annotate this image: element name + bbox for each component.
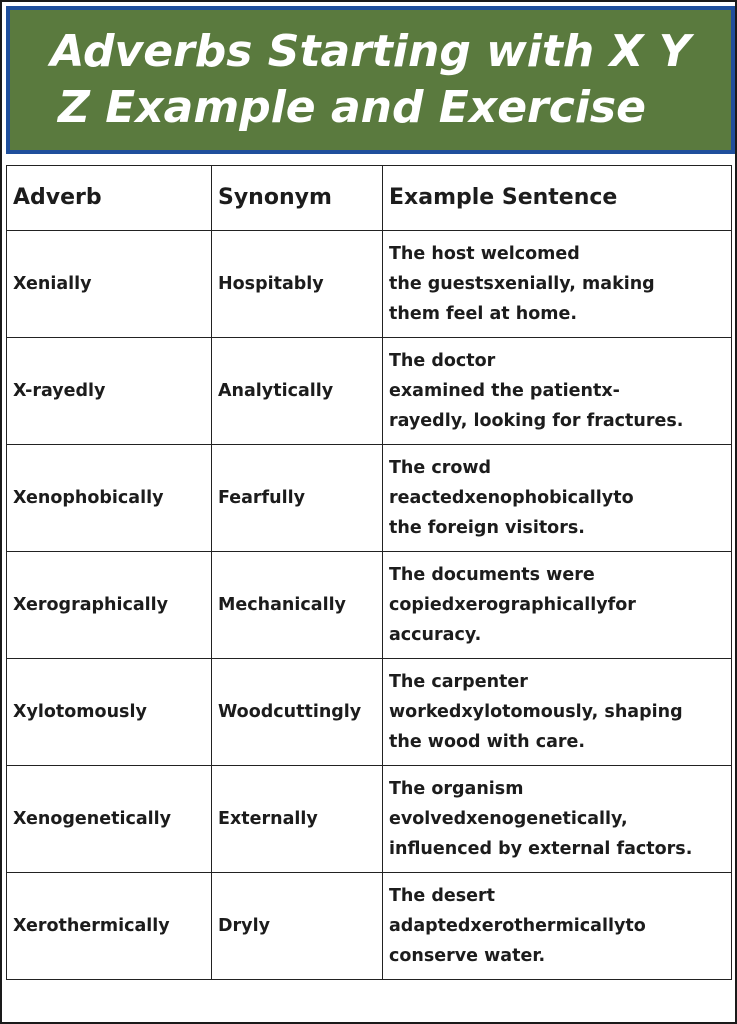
- table-row: [7, 231, 732, 338]
- adverb-cell: Xylotomously: [7, 659, 212, 766]
- synonym-cell: Fearfully: [212, 445, 383, 552]
- adverb-cell: X-rayedly: [7, 338, 212, 445]
- table-row: [7, 552, 732, 659]
- table-row: [7, 338, 732, 445]
- table-header-row: [7, 166, 732, 231]
- column-header-example: Example Sentence: [383, 166, 732, 231]
- page-title-line-1: Adverbs Starting with X Y: [50, 26, 691, 77]
- synonym-cell: Woodcuttingly: [212, 659, 383, 766]
- adverb-cell: Xerothermically: [7, 873, 212, 980]
- example-cell: The documents were copiedxerographicallyfor accuracy.: [383, 552, 732, 659]
- table-row: [7, 445, 732, 552]
- adverb-cell: Xenially: [7, 231, 212, 338]
- column-header-adverb: Adverb: [7, 166, 212, 231]
- adverb-cell: Xenophobically: [7, 445, 212, 552]
- example-cell: The host welcomed the guestsxenially, making them feel at home.: [383, 231, 732, 338]
- example-cell: The doctor examined the patientx- rayedly, looking for fractures.: [383, 338, 732, 445]
- synonym-cell: Hospitably: [212, 231, 383, 338]
- adverbs-table: [6, 165, 732, 980]
- column-header-synonym: Synonym: [212, 166, 383, 231]
- table-row: [7, 659, 732, 766]
- example-cell: The crowd reactedxenophobicallyto the foreign visitors.: [383, 445, 732, 552]
- adverb-cell: Xerographically: [7, 552, 212, 659]
- table-row: [7, 873, 732, 980]
- synonym-cell: Mechanically: [212, 552, 383, 659]
- example-cell: The desert adaptedxerothermicallyto conserve water.: [383, 873, 732, 980]
- synonym-cell: Dryly: [212, 873, 383, 980]
- synonym-cell: Externally: [212, 766, 383, 873]
- adverb-cell: Xenogenetically: [7, 766, 212, 873]
- example-cell: The organism evolvedxenogenetically, influenced by external factors.: [383, 766, 732, 873]
- page-title-line-2: Z Example and Exercise: [58, 82, 646, 133]
- table-row: [7, 766, 732, 873]
- synonym-cell: Analytically: [212, 338, 383, 445]
- example-cell: The carpenter workedxylotomously, shaping the wood with care.: [383, 659, 732, 766]
- title-banner: [6, 6, 735, 154]
